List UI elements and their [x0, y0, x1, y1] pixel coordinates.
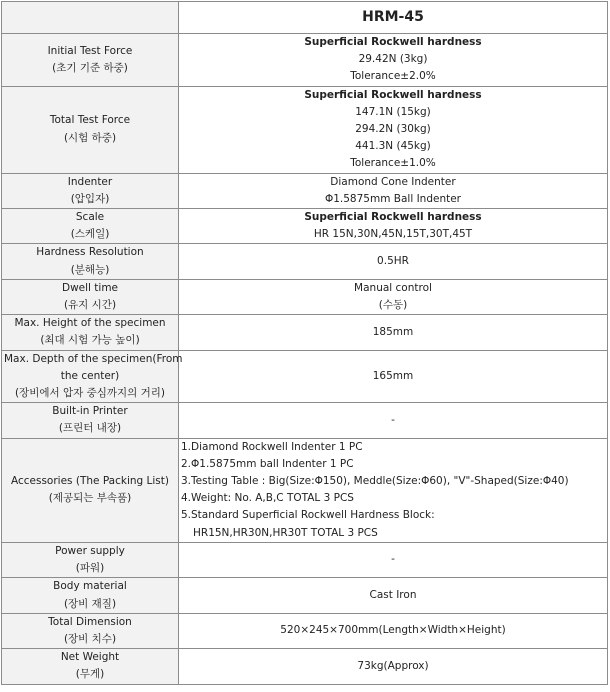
- spec-label-cell: [2, 613, 179, 648]
- spec-value-cell: [179, 315, 608, 350]
- spec-label-text: Accessories (The Packing List): [10, 475, 169, 488]
- spec-value-text: 3.Testing Table : Big(Size:Φ150), Meddle(Size:Φ60), "V"-Shaped(Size:Φ40): [181, 475, 569, 488]
- spec-label-text: (분해능): [70, 263, 110, 276]
- spec-value-cell: [179, 350, 608, 403]
- spec-label-text: Max. Depth of the specimen(From: [4, 352, 183, 365]
- spec-value-text: Tolerance±2.0%: [350, 70, 436, 83]
- spec-value-cell: [179, 34, 608, 87]
- spec-label-cell: [2, 649, 179, 684]
- spec-value-cell: [179, 438, 608, 542]
- spec-label-cell: [2, 578, 179, 613]
- spec-label-text: Indenter: [67, 175, 113, 188]
- table-row: [2, 86, 608, 173]
- spec-value-text: 4.Weight: No. A,B,C TOTAL 3 PCS: [181, 492, 354, 505]
- spec-label-cell: [2, 244, 179, 279]
- model-title: HRM-45: [179, 2, 608, 34]
- table-row: [2, 438, 608, 542]
- spec-value-text: Cast Iron: [369, 588, 417, 601]
- table-row: [2, 350, 608, 403]
- spec-value-cell: [179, 613, 608, 648]
- table-row: [2, 649, 608, 684]
- spec-label-text: (최대 시험 가능 높이): [40, 334, 140, 347]
- spec-label-text: Hardness Resolution: [36, 246, 144, 259]
- spec-value-cell: [179, 403, 608, 438]
- spec-value-text: 73kg(Approx): [357, 659, 429, 672]
- spec-value-text: HR 15N,30N,45N,15T,30T,45T: [313, 228, 473, 241]
- spec-label-text: Total Test Force: [49, 114, 131, 127]
- spec-value-text: Diamond Cone Indenter: [330, 175, 456, 188]
- spec-label-text: Initial Test Force: [47, 44, 133, 57]
- spec-label-text: the center): [60, 369, 120, 382]
- spec-label-cell: [2, 350, 183, 403]
- table-row: [2, 209, 608, 244]
- spec-value-text: 185mm: [372, 325, 414, 338]
- spec-value-cell: [179, 209, 608, 244]
- spec-body: [2, 34, 608, 685]
- spec-value-text: 165mm: [372, 369, 414, 382]
- spec-label-text: (제공되는 부속품): [48, 492, 132, 505]
- spec-label-text: (무게): [75, 668, 105, 681]
- spec-value-text: 1.Diamond Rockwell Indenter 1 PC: [181, 440, 363, 453]
- spec-label-cell: [2, 542, 179, 577]
- spec-value-text: Superficial Rockwell hardness: [304, 36, 482, 48]
- spec-value-text: 520×245×700mm(Length×Width×Height): [280, 624, 506, 637]
- spec-label-text: Max. Height of the specimen: [14, 317, 166, 330]
- table-row: [2, 403, 608, 438]
- spec-label-text: Net Weight: [60, 651, 120, 664]
- spec-label-text: Total Dimension: [48, 615, 132, 628]
- spec-label-text: Built-in Printer: [52, 405, 128, 418]
- spec-label-cell: [2, 438, 179, 542]
- spec-label-text: (장비에서 압자 중심까지의 거리): [14, 387, 166, 400]
- spec-value-text: -: [391, 413, 395, 426]
- table-row: [2, 279, 608, 314]
- header-corner-cell: [2, 2, 179, 34]
- spec-label-text: (장비 치수): [63, 632, 117, 645]
- table-row: [2, 34, 608, 87]
- spec-label-text: (프린터 내장): [58, 422, 122, 435]
- spec-value-cell: [179, 86, 608, 173]
- spec-label-text: (시험 하중): [63, 131, 117, 144]
- spec-label-text: (파워): [75, 562, 105, 575]
- spec-label-text: Power supply: [55, 544, 125, 557]
- spec-label-text: (장비 재질): [63, 597, 117, 610]
- spec-value-text: 2.Φ1.5875mm ball Indenter 1 PC: [181, 457, 354, 470]
- spec-value-text: 294.2N (30kg): [355, 123, 431, 136]
- spec-value-text: 147.1N (15kg): [355, 105, 431, 118]
- spec-value-cell: [179, 578, 608, 613]
- spec-value-cell: [179, 279, 608, 314]
- spec-label-text: (압입자): [70, 192, 110, 205]
- spec-label-cell: [2, 86, 179, 173]
- spec-value-text: Superficial Rockwell hardness: [304, 211, 482, 224]
- spec-label-cell: [2, 209, 179, 244]
- spec-value-text: 5.Standard Superficial Rockwell Hardness Block:: [181, 509, 435, 522]
- spec-value-text: 0.5HR: [377, 255, 409, 268]
- spec-value-cell: [179, 649, 608, 684]
- spec-label-text: Body material: [53, 580, 127, 593]
- spec-label-cell: [2, 403, 179, 438]
- spec-label-text: Dwell time: [61, 281, 119, 294]
- spec-value-text: Superficial Rockwell hardness: [304, 88, 482, 101]
- spec-value-cell: [179, 173, 608, 208]
- spec-value-text: -: [391, 553, 395, 566]
- spec-value-text: HR15N,HR30N,HR30T TOTAL 3 PCS: [193, 526, 378, 539]
- spec-table: [1, 1, 608, 685]
- table-row: [2, 542, 608, 577]
- spec-label-text: Scale: [75, 211, 105, 224]
- spec-label-text: (초기 기준 하중): [52, 61, 128, 74]
- spec-value-text: 441.3N (45kg): [355, 140, 431, 153]
- spec-label-cell: [2, 173, 179, 208]
- spec-value-text: (수동): [378, 299, 408, 312]
- table-row: [2, 173, 608, 208]
- table-row: [2, 315, 608, 350]
- table-row: [2, 244, 608, 279]
- table-row: [2, 613, 608, 648]
- spec-value-text: Φ1.5875mm Ball Indenter: [324, 192, 462, 205]
- spec-value-text: Tolerance±1.0%: [350, 157, 436, 170]
- spec-label-cell: [2, 279, 179, 314]
- table-row: [2, 578, 608, 613]
- spec-value-text: Manual control: [354, 281, 432, 294]
- spec-label-cell: [2, 315, 179, 350]
- spec-value-cell: [179, 542, 608, 577]
- spec-label-text: (스케일): [70, 228, 110, 241]
- header-row: [2, 2, 608, 34]
- spec-value-text: 29.42N (3kg): [358, 53, 428, 66]
- spec-value-cell: [179, 244, 608, 279]
- spec-label-text: (유지 시간): [63, 299, 117, 312]
- spec-label-cell: [2, 34, 179, 87]
